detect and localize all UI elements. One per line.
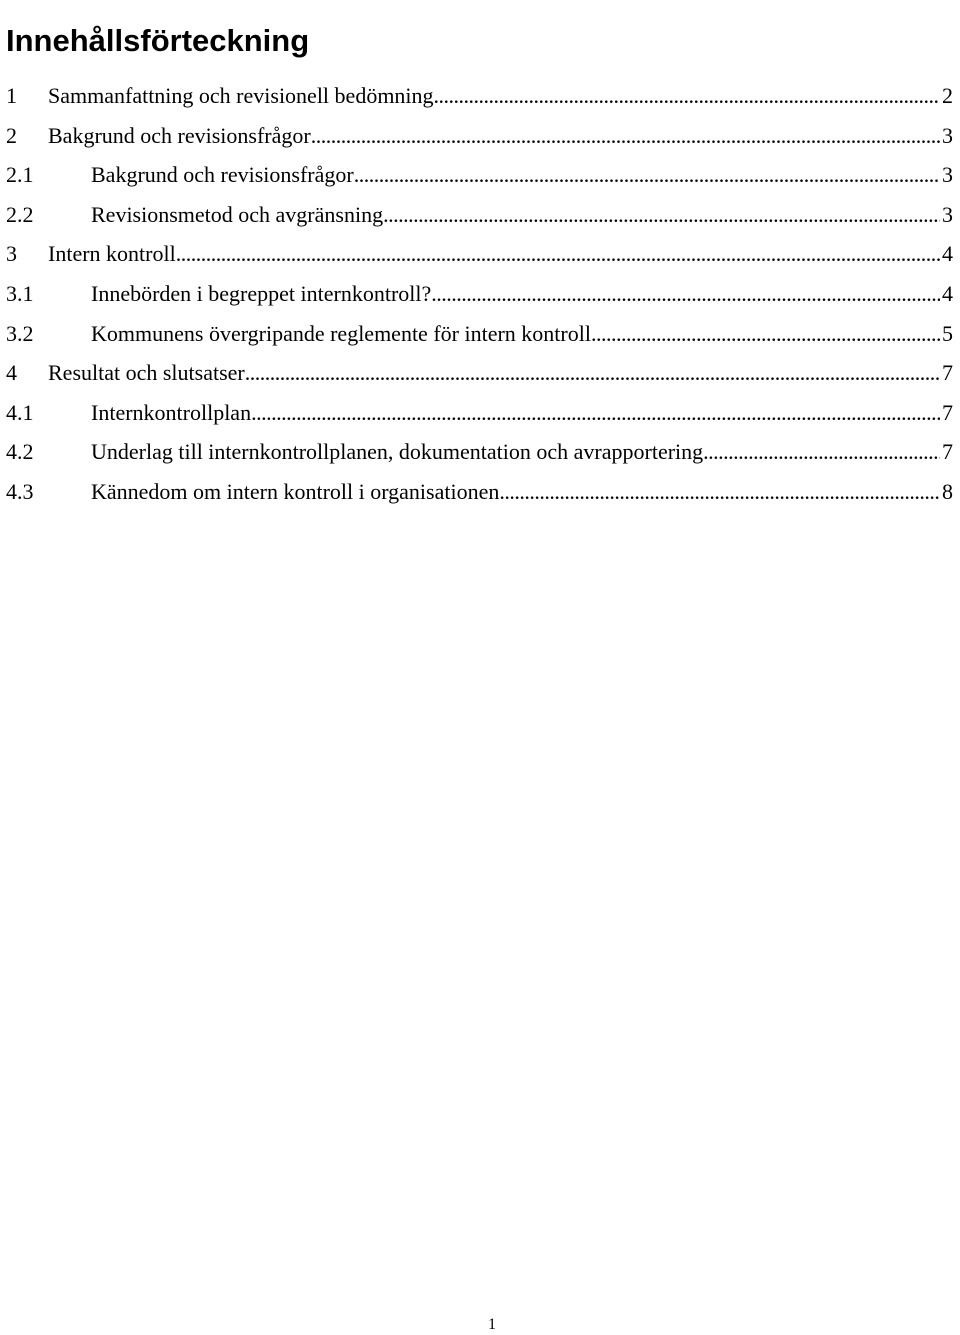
toc-entry-label: Innebörden i begreppet internkontroll?	[91, 280, 432, 306]
toc-entry-page: 3	[942, 122, 953, 148]
toc-entry-label: Revisionsmetod och avgränsning	[91, 201, 384, 227]
toc-entry-3-2[interactable]	[0, 314, 960, 354]
toc-entry-2-1[interactable]	[0, 155, 960, 195]
toc-entry-page: 2	[942, 83, 953, 108]
toc-entry-page: 4	[942, 241, 953, 267]
dot-leader	[176, 234, 940, 274]
toc-entry-number: 1	[6, 83, 17, 108]
toc-entry-2[interactable]	[0, 116, 960, 156]
toc-entry-page: 5	[942, 320, 953, 346]
table-of-contents	[0, 76, 960, 512]
dot-leader	[431, 274, 940, 314]
toc-entry-page: 7	[942, 360, 953, 386]
toc-entry-number: 4.2	[6, 439, 34, 465]
toc-entry-3-1[interactable]	[0, 274, 960, 314]
toc-entry-label: Bakgrund och revisionsfrågor	[91, 162, 354, 188]
toc-entry-4-2[interactable]	[0, 432, 960, 472]
toc-entry-2-2[interactable]	[0, 195, 960, 235]
dot-leader	[383, 195, 940, 235]
page-title: Innehållsförteckning	[6, 22, 310, 58]
toc-entry-page: 3	[942, 201, 953, 227]
toc-entry-number: 4.3	[6, 478, 34, 504]
toc-entry-page: 7	[942, 399, 953, 425]
toc-entry-number: 2.2	[6, 201, 34, 227]
toc-entry-4-1[interactable]	[0, 393, 960, 433]
toc-entry-number: 2.1	[6, 162, 34, 188]
dot-leader	[245, 353, 940, 393]
toc-entry-label: Bakgrund och revisionsfrågor	[48, 122, 311, 148]
toc-entry-number: 2	[6, 122, 17, 148]
toc-entry-4[interactable]	[0, 353, 960, 393]
toc-entry-page: 7	[942, 439, 953, 465]
dot-leader	[354, 155, 940, 195]
toc-entry-3[interactable]	[0, 234, 960, 274]
toc-entry-number: 3.1	[6, 280, 34, 306]
toc-entry-page: 4	[942, 280, 953, 306]
toc-entry-number: 4	[6, 360, 17, 386]
toc-entry-4-3[interactable]	[0, 472, 960, 512]
toc-entry-1[interactable]	[0, 76, 960, 116]
toc-entry-label: Kännedom om intern kontroll i organisationen	[91, 478, 500, 504]
page-number: 1	[488, 1316, 496, 1333]
toc-entry-label: Sammanfattning och revisionell bedömning	[48, 83, 434, 108]
toc-entry-label: Kommunens övergripande reglemente för intern kontroll	[91, 320, 591, 346]
toc-entry-page: 3	[942, 162, 953, 188]
toc-entry-number: 3.2	[6, 320, 34, 346]
dot-leader	[251, 393, 940, 433]
toc-entry-label: Internkontrollplan	[91, 399, 252, 425]
dot-leader	[499, 472, 940, 512]
toc-entry-number: 4.1	[6, 399, 34, 425]
toc-entry-number: 3	[6, 241, 17, 267]
toc-entry-label: Resultat och slutsatser	[48, 360, 245, 386]
toc-entry-page: 8	[942, 478, 953, 504]
dot-leader	[703, 432, 940, 472]
toc-entry-label: Underlag till internkontrollplanen, dokumentation och avrapportering	[91, 439, 704, 465]
toc-entry-label: Intern kontroll	[48, 241, 176, 267]
dot-leader	[434, 76, 940, 116]
dot-leader	[591, 314, 940, 354]
dot-leader	[311, 116, 940, 156]
